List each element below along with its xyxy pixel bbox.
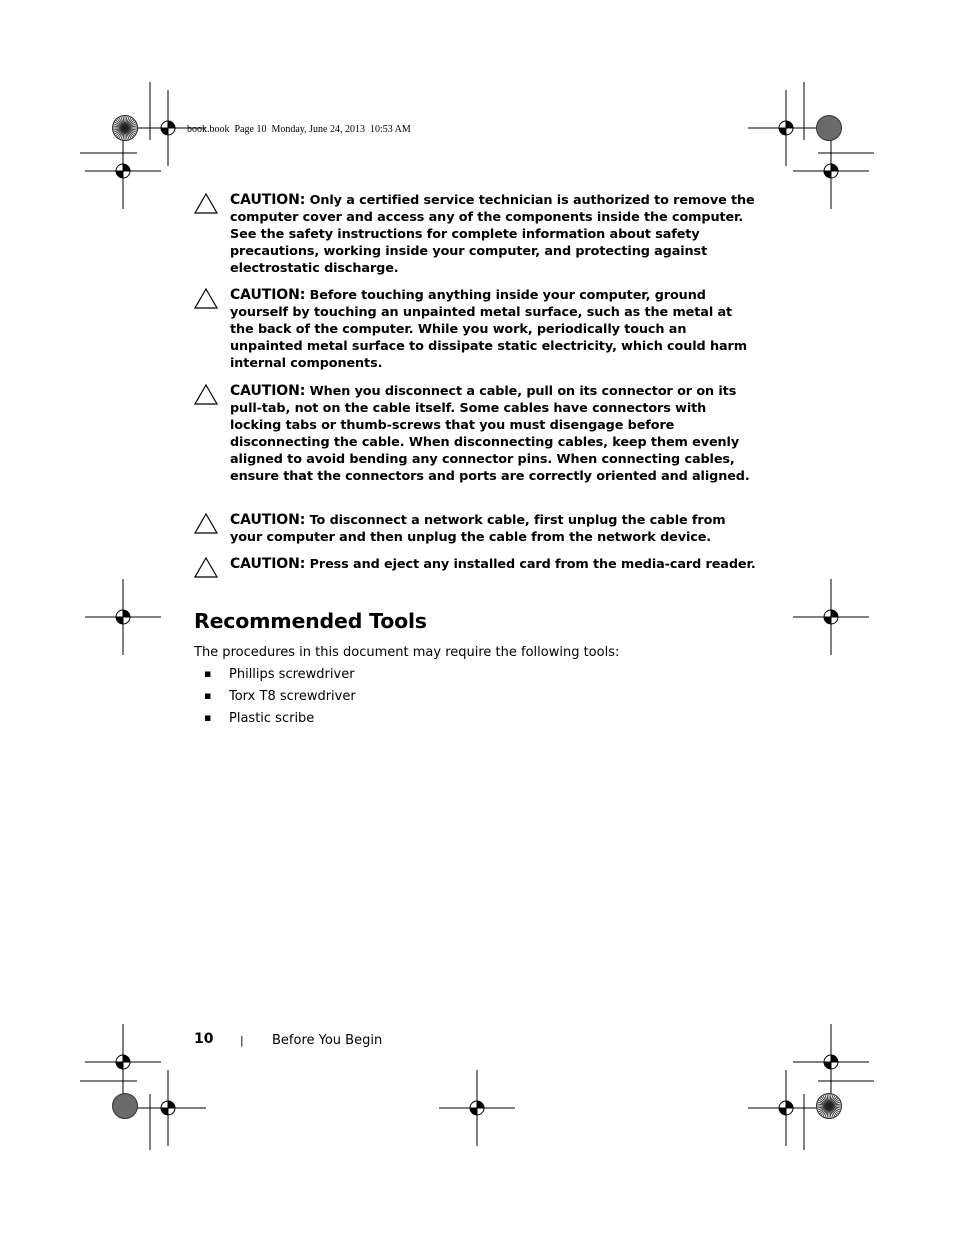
bullet-icon: ▪ bbox=[204, 667, 212, 680]
registration-dot-icon bbox=[817, 116, 842, 141]
list-item bbox=[204, 667, 356, 689]
list-item bbox=[204, 689, 356, 711]
list-item-text: Plastic scribe bbox=[229, 711, 315, 726]
print-slug: book.book Page 10 Monday, June 24, 2013 10:53 AM bbox=[187, 124, 411, 135]
crosshair-icon bbox=[748, 1070, 824, 1146]
caution-5 bbox=[194, 556, 760, 578]
caution-2 bbox=[194, 287, 760, 372]
caution-triangle-icon bbox=[194, 557, 218, 578]
crosshair-icon bbox=[748, 90, 824, 166]
starburst-icon bbox=[113, 116, 138, 141]
bullet-icon: ▪ bbox=[204, 711, 212, 724]
caution-label: CAUTION: bbox=[230, 383, 306, 399]
caution-label: CAUTION: bbox=[230, 556, 306, 572]
caution-label: CAUTION: bbox=[230, 512, 306, 528]
caution-triangle-icon bbox=[194, 513, 218, 534]
caution-text: Only a certified service technician is authorized to remove the computer cover and access any of the components inside the computer. See the safety instructions for complete information about safety precautions, working inside your computer, and protecting against electrostatic discharge. bbox=[230, 193, 755, 277]
caution-4 bbox=[194, 512, 760, 546]
caution-label: CAUTION: bbox=[230, 287, 306, 303]
crosshair-icon bbox=[85, 579, 161, 655]
starburst-icon bbox=[817, 1094, 842, 1119]
crosshair-icon bbox=[439, 1070, 515, 1146]
footer-chapter-title: Before You Begin bbox=[272, 1033, 383, 1048]
section-title: Recommended Tools bbox=[194, 609, 427, 633]
caution-label: CAUTION: bbox=[230, 192, 306, 208]
caution-3 bbox=[194, 383, 760, 486]
caution-triangle-icon bbox=[194, 288, 218, 309]
page-number: 10 bbox=[194, 1031, 214, 1047]
caution-text: When you disconnect a cable, pull on its connector or on its pull-tab, not on the cable itself. Some cables have connectors with locking tabs or thumb-screws that you must disengage before disconnecting the cable. When disconnecting cables, keep them evenly aligned to avoid bending any connector pins. When connecting cables, ensure that the connectors and ports are correctly oriented and aligned. bbox=[230, 384, 750, 485]
caution-text: Before touching anything inside your computer, ground yourself by touching an unpainted metal surface, such as the metal at the back of the computer. While you work, periodically touch an unpainted metal surface to dissipate static electricity, which could harm internal components. bbox=[230, 288, 747, 372]
crosshair-icon bbox=[793, 133, 869, 209]
caution-text: To disconnect a network cable, first unplug the cable from your computer and then unplug the cable from the network device. bbox=[230, 513, 726, 546]
crosshair-icon bbox=[130, 1070, 206, 1146]
caution-triangle-icon bbox=[194, 384, 218, 405]
list-item bbox=[204, 711, 356, 733]
caution-triangle-icon bbox=[194, 193, 218, 214]
list-item-text: Torx T8 screwdriver bbox=[229, 689, 356, 704]
list-item-text: Phillips screwdriver bbox=[229, 667, 355, 682]
footer-separator: | bbox=[240, 1034, 244, 1047]
crosshair-icon bbox=[793, 1024, 869, 1100]
caution-1 bbox=[194, 192, 760, 277]
bullet-icon: ▪ bbox=[204, 689, 212, 702]
registration-dot-icon bbox=[113, 1094, 138, 1119]
crosshair-icon bbox=[85, 133, 161, 209]
crosshair-icon bbox=[793, 579, 869, 655]
section-intro: The procedures in this document may require the following tools: bbox=[194, 645, 620, 660]
caution-text: Press and eject any installed card from the media-card reader. bbox=[309, 557, 756, 572]
tools-list bbox=[204, 667, 356, 733]
crosshair-icon bbox=[85, 1024, 161, 1100]
